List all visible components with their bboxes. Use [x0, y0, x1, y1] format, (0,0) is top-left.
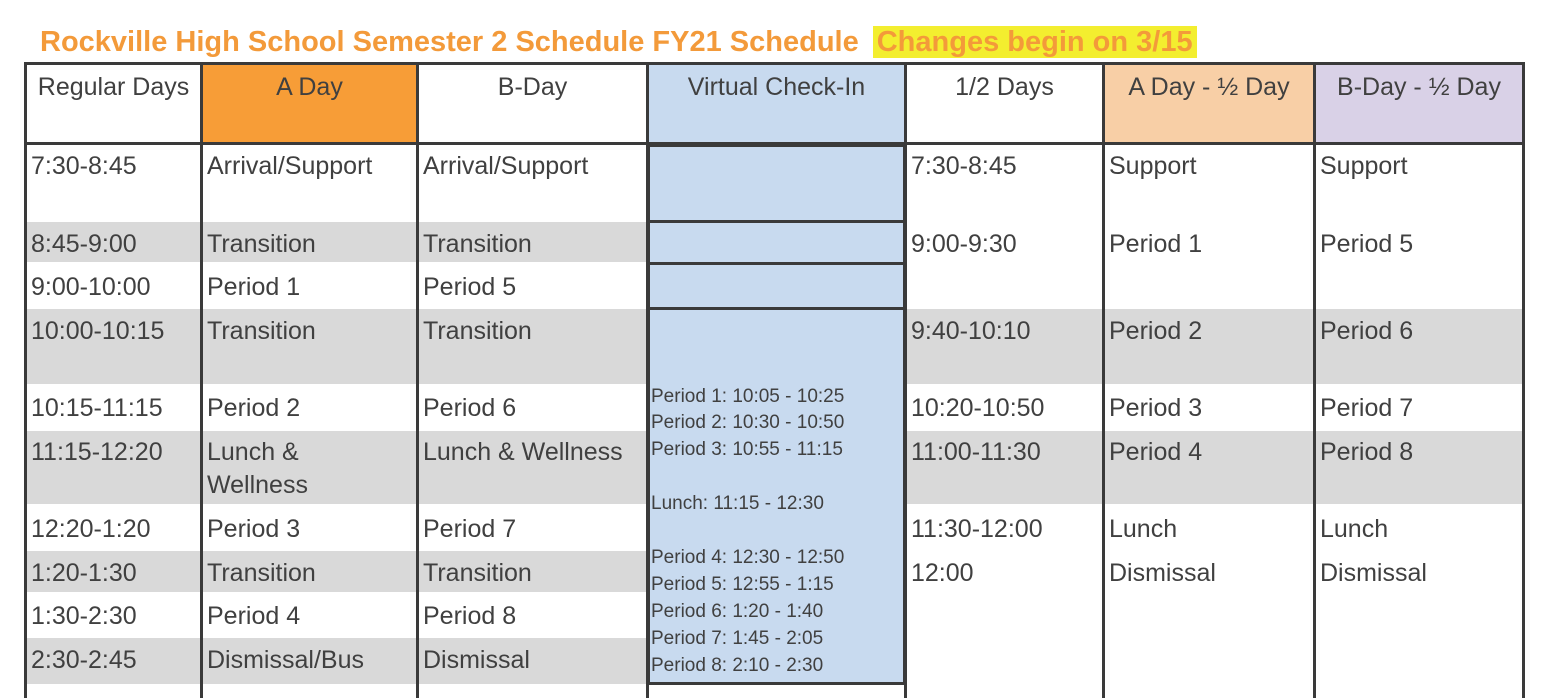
header-virtual-check-in: Virtual Check-In [687, 73, 866, 101]
a-half-cell: Period 1 [1109, 230, 1203, 258]
virtual-entry: Period 6: 1:20 - 1:40 [651, 601, 824, 622]
a-day-cell: Lunch & [207, 438, 299, 466]
half-time: 9:00-9:30 [911, 230, 1017, 258]
half-time: 7:30-8:45 [911, 152, 1017, 180]
header-a-half-day: A Day - ½ Day [1128, 73, 1290, 101]
half-time: 12:00 [911, 559, 974, 587]
regular-time: 11:15-12:20 [31, 438, 163, 466]
virtual-entry: Period 7: 1:45 - 2:05 [651, 628, 824, 649]
b-day-cell: Lunch & Wellness [423, 438, 623, 466]
b-half-cell: Support [1320, 152, 1408, 180]
virtual-entry: Period 8: 2:10 - 2:30 [651, 655, 824, 676]
regular-time: 10:00-10:15 [31, 317, 165, 345]
b-half-cell: Period 8 [1320, 438, 1414, 466]
header-b-half-day: B-Day - ½ Day [1337, 73, 1501, 101]
page-title [40, 22, 1197, 62]
virtual-entry: Lunch: 11:15 - 12:30 [651, 493, 824, 514]
regular-time: 1:30-2:30 [31, 602, 137, 630]
regular-time: 9:00-10:00 [31, 273, 151, 301]
schedule-table [24, 62, 1525, 698]
half-time: 9:40-10:10 [911, 317, 1031, 345]
regular-time: 10:15-11:15 [31, 394, 163, 422]
b-day-cell: Period 7 [423, 515, 517, 543]
b-day-cell: Period 8 [423, 602, 517, 630]
virtual-entry: Period 2: 10:30 - 10:50 [651, 412, 845, 433]
regular-time: 12:20-1:20 [31, 515, 151, 543]
b-day-cell: Dismissal [423, 646, 530, 674]
title-highlight: Changes begin on 3/15 [873, 26, 1197, 58]
b-day-cell: Transition [423, 317, 532, 345]
regular-time: 8:45-9:00 [31, 230, 137, 258]
half-time: 11:30-12:00 [911, 515, 1043, 543]
virtual-entry: Period 1: 10:05 - 10:25 [651, 386, 845, 407]
virtual-box [647, 144, 906, 223]
a-half-cell: Period 2 [1109, 317, 1203, 345]
regular-time: 2:30-2:45 [31, 646, 137, 674]
b-half-cell: Period 6 [1320, 317, 1414, 345]
col-border [1522, 62, 1525, 698]
a-day-cell: Period 1 [207, 273, 301, 301]
b-half-cell: Lunch [1320, 515, 1389, 543]
a-day-cell: Arrival/Support [207, 152, 373, 180]
a-half-cell: Period 4 [1109, 438, 1203, 466]
regular-time: 1:20-1:30 [31, 559, 137, 587]
a-day-cell: Dismissal/Bus [207, 646, 364, 674]
virtual-box [647, 262, 906, 310]
b-day-cell: Arrival/Support [423, 152, 589, 180]
b-day-cell: Transition [423, 230, 532, 258]
b-day-cell: Period 5 [423, 273, 517, 301]
b-day-cell: Period 6 [423, 394, 517, 422]
a-half-cell: Lunch [1109, 515, 1178, 543]
a-half-cell: Period 3 [1109, 394, 1203, 422]
half-time: 11:00-11:30 [911, 438, 1041, 466]
virtual-entry: Period 4: 12:30 - 12:50 [651, 547, 845, 568]
header-divider [24, 142, 1525, 145]
b-half-cell: Period 7 [1320, 394, 1414, 422]
a-half-cell: Dismissal [1109, 559, 1216, 587]
a-day-cell: Period 3 [207, 515, 301, 543]
a-half-cell: Support [1109, 152, 1197, 180]
regular-time: 7:30-8:45 [31, 152, 137, 180]
a-day-cell: Period 4 [207, 602, 301, 630]
header-half-days: 1/2 Days [955, 73, 1054, 101]
b-day-cell: Transition [423, 559, 532, 587]
half-time: 10:20-10:50 [911, 394, 1045, 422]
virtual-entry: Period 5: 12:55 - 1:15 [651, 574, 834, 595]
header-regular-days: Regular Days [37, 73, 190, 101]
col-border [646, 62, 649, 698]
header-a-day: A Day [276, 73, 343, 101]
a-day-cell-line2: Wellness [207, 471, 308, 499]
title-main: Rockville High School Semester 2 Schedule FY21 Schedule [40, 26, 859, 58]
a-day-cell: Transition [207, 317, 316, 345]
b-half-cell: Dismissal [1320, 559, 1427, 587]
a-day-cell: Transition [207, 559, 316, 587]
b-half-cell: Period 5 [1320, 230, 1414, 258]
virtual-entry: Period 3: 10:55 - 11:15 [651, 439, 843, 460]
header-b-day: B-Day [497, 73, 568, 101]
a-day-cell: Period 2 [207, 394, 301, 422]
a-day-cell: Transition [207, 230, 316, 258]
virtual-box [647, 220, 906, 265]
